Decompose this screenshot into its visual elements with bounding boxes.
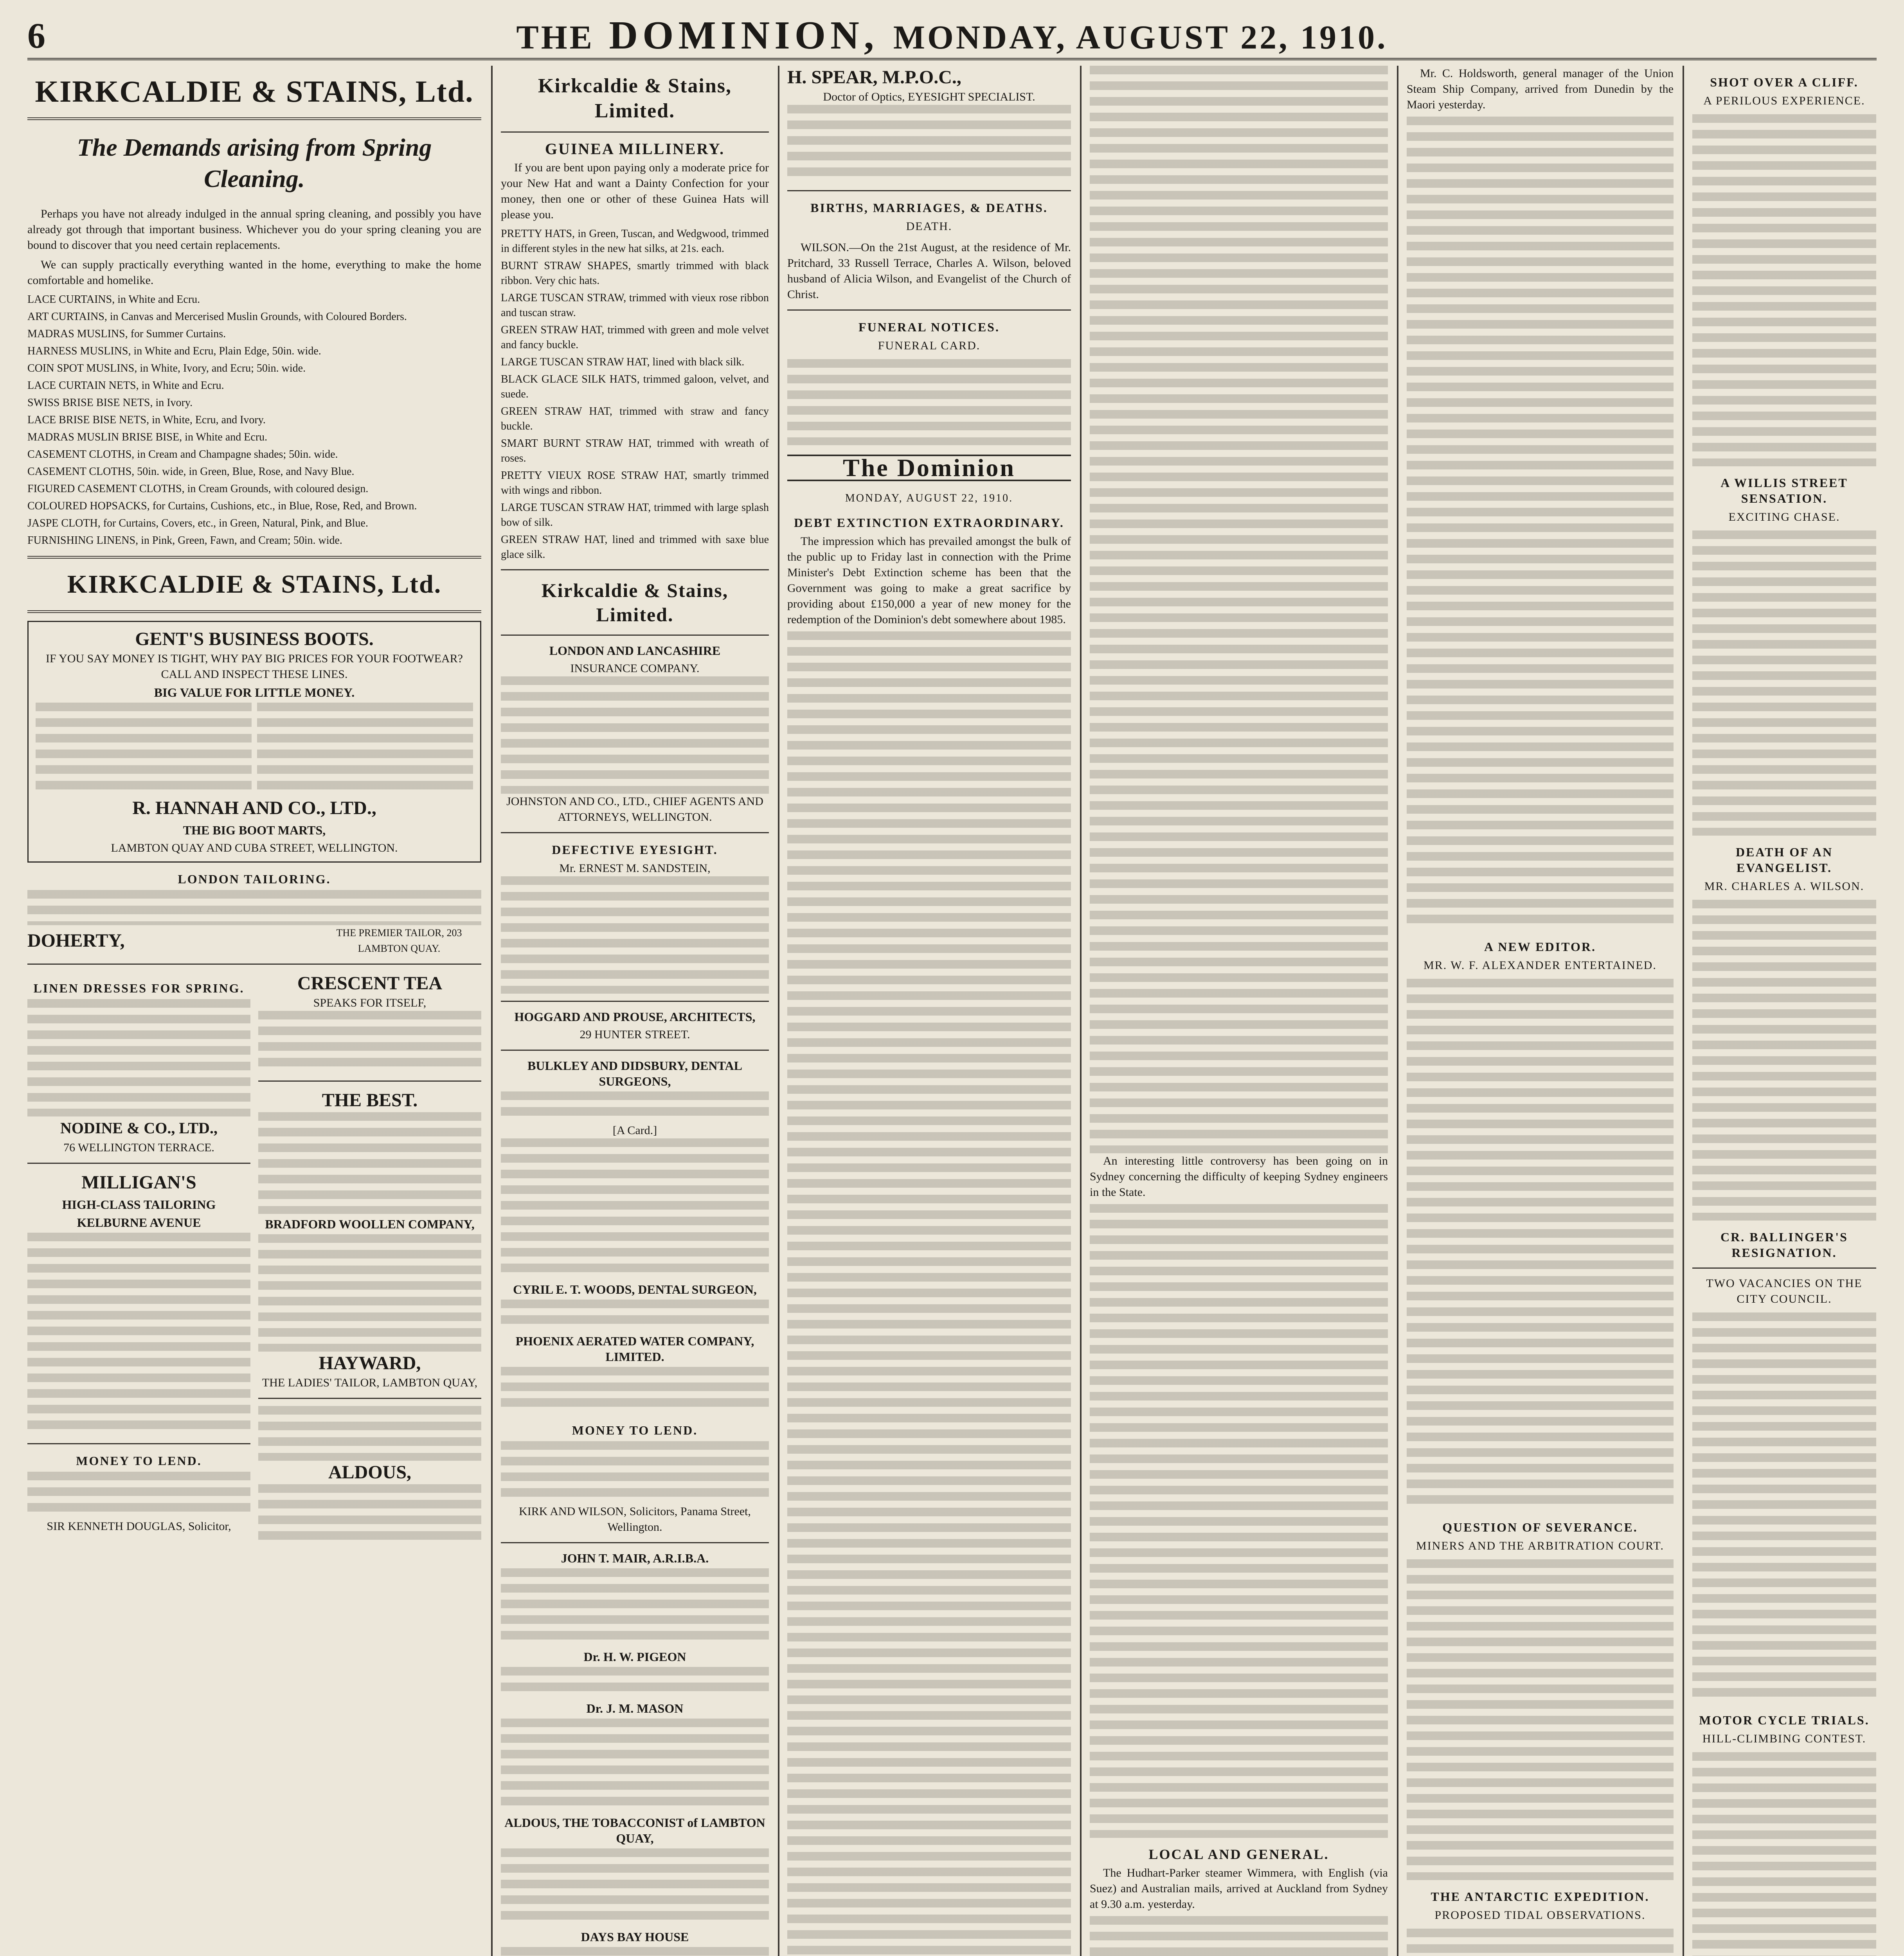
money-heading: MONEY TO LEND. xyxy=(76,1454,202,1468)
masthead xyxy=(27,7,1877,60)
column-6 xyxy=(1692,66,1876,1956)
price-item: FURNISHING LINENS, in Pink, Green, Fawn, and Cream; 50in. wide. xyxy=(27,534,342,547)
milligan-text xyxy=(27,1233,250,1436)
divider xyxy=(27,964,481,965)
price-item: COLOURED HOPSACKS, for Curtains, Cushions, etc., in Blue, Rose, Red, and Brown. xyxy=(27,500,417,512)
firm-heading: Kirkcaldie & Stains, Limited. xyxy=(538,75,732,122)
boots-list-right xyxy=(257,703,473,796)
guinea-intro: If you are bent upon paying only a moderate price for your New Hat and want a Dainty Confection for your money, then one or other of these Guinea Hats will please you. xyxy=(501,161,769,221)
aldous-name: ALDOUS, THE TOBACCONIST of LAMBTON QUAY, xyxy=(504,1816,765,1845)
price-item: CASEMENT CLOTHS, in Cream and Champagne shades; 50in. wide. xyxy=(27,448,338,460)
divider xyxy=(501,1001,769,1002)
price-item: MADRAS MUSLINS, for Summer Curtains. xyxy=(27,328,226,340)
motor-body xyxy=(1692,1752,1876,1956)
leader-continued xyxy=(1090,66,1388,1153)
divider xyxy=(27,1163,250,1164)
divider xyxy=(27,1443,250,1444)
phoenix-name: PHOENIX AERATED WATER COMPANY, LIMITED. xyxy=(515,1334,754,1364)
boots-title: GENT'S BUSINESS BOOTS. xyxy=(135,629,374,649)
motor-heading: MOTOR CYCLE TRIALS. xyxy=(1699,1713,1870,1727)
hayward-name: HAYWARD, xyxy=(319,1353,421,1374)
column-3 xyxy=(787,66,1071,1956)
column-rule xyxy=(491,66,493,1956)
lower-ads xyxy=(27,972,481,1547)
price-item: SWISS BRISE BISE NETS, in Ivory. xyxy=(27,397,193,409)
hat-item: GREEN STRAW HAT, trimmed with green and mole velvet and fancy buckle. xyxy=(501,324,769,351)
editor-body xyxy=(1407,979,1674,1511)
willis-heading: A WILLIS STREET SENSATION. xyxy=(1720,476,1848,505)
vacancies-heading: TWO VACANCIES ON THE CITY COUNCIL. xyxy=(1706,1277,1863,1305)
money-heading: MONEY TO LEND. xyxy=(572,1423,698,1437)
local-heading: LOCAL AND GENERAL. xyxy=(1148,1846,1329,1862)
bulkley-name: BULKLEY AND DIDSBURY, DENTAL SURGEONS, xyxy=(527,1059,742,1088)
divider xyxy=(1692,1267,1876,1269)
aldous-text xyxy=(501,1848,769,1927)
cliff-sub: A PERILOUS EXPERIENCE. xyxy=(1703,94,1865,107)
kirk-wilson: KIRK AND WILSON, Solicitors, Panama Street, Wellington. xyxy=(519,1505,751,1534)
mair-name: JOHN T. MAIR, A.R.I.B.A. xyxy=(561,1551,709,1565)
lower-ads-right xyxy=(258,972,481,1547)
hannah-name: R. HANNAH AND CO., LTD., xyxy=(132,798,376,818)
intro-body xyxy=(1407,117,1674,930)
column-rule xyxy=(1397,66,1398,1956)
column-2 xyxy=(501,66,769,1956)
phoenix-text xyxy=(501,1367,769,1414)
leader-body xyxy=(787,631,1071,1956)
price-item: LACE BRISE BISE NETS, in White, Ecru, and Ivory. xyxy=(27,414,266,426)
newspaper-title: THE DOMINION, MONDAY, AUGUST 22, 1910. xyxy=(516,13,1388,58)
divider xyxy=(501,635,769,636)
price-item: MADRAS MUSLIN BRISE BISE, in White and Ecru. xyxy=(27,431,268,443)
vacancies-body xyxy=(1692,1312,1876,1704)
crescent-sub: SPEAKS FOR ITSELF, xyxy=(313,996,427,1009)
banner-date: MONDAY, AUGUST 22, 1910. xyxy=(845,492,1013,504)
tailor-text xyxy=(27,890,481,925)
divider xyxy=(27,610,481,613)
prouse-address: 29 HUNTER STREET. xyxy=(579,1028,690,1041)
guinea-heading: GUINEA MILLINERY. xyxy=(545,140,725,158)
divider xyxy=(501,1542,769,1543)
hat-item: LARGE TUSCAN STRAW HAT, lined with black silk. xyxy=(501,356,745,368)
price-item: CASEMENT CLOTHS, 50in. wide, in Green, Blue, Rose, and Navy Blue. xyxy=(27,466,355,478)
hayward-sub: THE LADIES' TAILOR, LAMBTON QUAY, xyxy=(262,1376,478,1389)
mason-text xyxy=(501,1719,769,1812)
funeral-text xyxy=(787,359,1071,445)
price-item: ART CURTAINS, in Canvas and Mercerised Muslin Grounds, with Coloured Borders. xyxy=(27,311,407,323)
mair-text xyxy=(501,1568,769,1647)
hat-item: GREEN STRAW HAT, lined and trimmed with saxe blue glace silk. xyxy=(501,534,769,561)
insurance-agents: JOHNSTON AND CO., LTD., CHIEF AGENTS AND ATTORNEYS, WELLINGTON. xyxy=(506,795,763,823)
column-rule xyxy=(1080,66,1082,1956)
douglas-line: SIR KENNETH DOUGLAS, Solicitor, xyxy=(47,1520,231,1533)
antarctic-body xyxy=(1407,1929,1674,1956)
eyesight-text xyxy=(501,876,769,994)
divider xyxy=(787,190,1071,191)
mason-name: Dr. J. M. MASON xyxy=(586,1701,684,1715)
crescent-title: CRESCENT TEA xyxy=(297,973,443,994)
woods-name: CYRIL E. T. WOODS, DENTAL SURGEON, xyxy=(513,1282,757,1296)
woods-text xyxy=(501,1300,769,1331)
willis-body xyxy=(1692,530,1876,836)
nodine-heading: LINEN DRESSES FOR SPRING. xyxy=(33,981,245,995)
local-body xyxy=(1090,1916,1388,1956)
dominion-banner: The Dominion xyxy=(787,455,1071,481)
motor-sub: HILL-CLIMBING CONTEST. xyxy=(1702,1732,1866,1745)
best-title: THE BEST. xyxy=(322,1090,418,1111)
bradford-text xyxy=(258,1234,481,1352)
leader-heading: DEBT EXTINCTION EXTRAORDINARY. xyxy=(794,516,1064,530)
aside-paragraph: An interesting little controversy has been going on in Sydney concerning the difficulty of keeping Sydney engineers in the State. xyxy=(1090,1154,1388,1199)
divider xyxy=(258,1398,481,1399)
days-bay-name: DAYS BAY HOUSE xyxy=(581,1930,689,1944)
hat-item: GREEN STRAW HAT, trimmed with straw and fancy buckle. xyxy=(501,405,769,432)
local-paragraph: The Hudhart-Parker steamer Wimmera, with English (via Suez) and Australian mails, arrived at Auckland from Sydney at 9.30 a.m. yesterday. xyxy=(1090,1866,1388,1911)
willis-sub: EXCITING CHASE. xyxy=(1728,511,1840,523)
death-notice: WILSON.—On the 21st August, at the residence of Mr. Pritchard, 33 Russell Terrace, Charles A. Wilson, beloved husband of Alicia Wilson, and Evangelist of the Church of Christ. xyxy=(787,241,1071,301)
intro-paragraph: Perhaps you have not already indulged in the annual spring cleaning, and possibly you have already got through that important business. Whichever you do your spring cleaning you are bound to discover that you need certain replacements. xyxy=(27,207,481,252)
money-text xyxy=(27,1472,250,1519)
money-text xyxy=(501,1441,769,1504)
firm-heading: KIRKCALDIE & STAINS, Ltd. xyxy=(35,74,474,108)
hannah-sub: THE BIG BOOT MARTS, xyxy=(183,823,326,837)
eyesight-heading: DEFECTIVE EYESIGHT. xyxy=(552,843,718,857)
price-item: FIGURED CASEMENT CLOTHS, in Cream Grounds, with coloured design. xyxy=(27,483,369,495)
hat-item: PRETTY VIEUX ROSE STRAW HAT, smartly trimmed with wings and ribbon. xyxy=(501,469,769,496)
price-item: LACE CURTAINS, in White and Ecru. xyxy=(27,293,200,306)
price-item: LACE CURTAIN NETS, in White and Ecru. xyxy=(27,379,224,392)
pigeon-name: Dr. H. W. PIGEON xyxy=(583,1650,686,1664)
aside-body xyxy=(1090,1204,1388,1838)
kelburne-line: KELBURNE AVENUE xyxy=(77,1215,201,1230)
editor-sub: MR. W. F. ALEXANDER ENTERTAINED. xyxy=(1424,959,1657,972)
leader-paragraph: The impression which has prevailed amongst the bulk of the public up to Friday last in connection with the Prime Minister's Debt Extinction scheme has been that the Government was going to make a great sacrifice by providing about £150,000 a year of new money for the redemption of the Dominion's debt somewhere about 1985. xyxy=(787,535,1071,626)
column-5 xyxy=(1407,66,1674,1956)
cliff-heading: SHOT OVER A CLIFF. xyxy=(1710,75,1859,89)
pigeon-text xyxy=(501,1667,769,1698)
column-1 xyxy=(27,66,481,1956)
intro-paragraph: Mr. C. Holdsworth, general manager of the Union Steam Ship Company, arrived from Dunedin by the Maori yesterday. xyxy=(1407,67,1674,111)
divider xyxy=(501,1050,769,1051)
title-prefix: THE xyxy=(516,18,594,56)
boots-slogan: BIG VALUE FOR LITTLE MONEY. xyxy=(154,685,355,699)
milligan-sub: HIGH-CLASS TAILORING xyxy=(62,1197,216,1212)
antarctic-sub: PROPOSED TIDAL OBSERVATIONS. xyxy=(1434,1909,1646,1922)
tailor-address: THE PREMIER TAILOR, 203 LAMBTON QUAY. xyxy=(336,927,462,954)
hannah-address: LAMBTON QUAY AND CUBA STREET, WELLINGTON. xyxy=(111,841,398,854)
firm-footer: Kirkcaldie & Stains, Limited. xyxy=(541,579,729,626)
divider xyxy=(501,131,769,133)
date-line: MONDAY, AUGUST 22, 1910. xyxy=(893,18,1388,56)
hat-item: BLACK GLACE SILK HATS, trimmed galoon, velvet, and suede. xyxy=(501,373,769,400)
column-rule xyxy=(778,66,779,1956)
milligan-title: MILLIGAN'S xyxy=(81,1172,196,1193)
cliff-body xyxy=(1692,114,1876,466)
intro-paragraph: We can supply practically everything wanted in the home, everything to make the home comfortable and homelike. xyxy=(27,258,481,287)
births-heading: BIRTHS, MARRIAGES, & DEATHS. xyxy=(810,201,1048,215)
price-item: HARNESS MUSLINS, in White and Ecru, Plain Edge, 50in. wide. xyxy=(27,345,321,357)
crescent-text xyxy=(258,1011,481,1073)
funeral-heading: FUNERAL NOTICES. xyxy=(858,320,1000,334)
spear-name: H. SPEAR, M.P.O.C., xyxy=(787,67,961,88)
antarctic-heading: THE ANTARCTIC EXPEDITION. xyxy=(1431,1889,1650,1904)
insurance-title: LONDON AND LANCASHIRE xyxy=(549,644,721,658)
ballinger-heading: CR. BALLINGER'S RESIGNATION. xyxy=(1720,1230,1848,1260)
boots-line: IF YOU SAY MONEY IS TIGHT, WHY PAY BIG PRICES FOR YOUR FOOTWEAR? CALL AND INSPECT THESE LINES. xyxy=(46,652,463,681)
page-number: 6 xyxy=(27,16,45,56)
severance-body xyxy=(1407,1559,1674,1880)
hat-item: LARGE TUSCAN STRAW HAT, trimmed with large splash bow of silk. xyxy=(501,502,769,529)
bulkley-text xyxy=(501,1091,769,1123)
evangelist-body xyxy=(1692,900,1876,1221)
cards-text xyxy=(501,1138,769,1279)
divider xyxy=(27,117,481,120)
bradford-name: BRADFORD WOOLLEN COMPANY, xyxy=(265,1217,475,1231)
severance-sub: MINERS AND THE ARBITRATION COURT. xyxy=(1416,1539,1664,1552)
boots-list xyxy=(36,703,473,796)
evangelist-sub: MR. CHARLES A. WILSON. xyxy=(1704,880,1864,893)
hat-item: BURNT STRAW SHAPES, smartly trimmed with black ribbon. Very chic hats. xyxy=(501,260,769,287)
section-title: The Demands arising from Spring Cleaning. xyxy=(77,133,432,192)
cigar-text xyxy=(258,1406,481,1461)
hat-item: PRETTY HATS, in Green, Tuscan, and Wedgwood, trimmed in different styles in the new hat silks, at 21s. each. xyxy=(501,228,769,255)
spear-sub: Doctor of Optics, EYESIGHT SPECIALIST. xyxy=(823,90,1035,103)
nodine-text xyxy=(27,999,250,1116)
price-item: COIN SPOT MUSLINS, in White, Ivory, and Ecru; 50in. wide. xyxy=(27,362,306,374)
card-label: [A Card.] xyxy=(612,1124,657,1137)
hat-item: LARGE TUSCAN STRAW, trimmed with vieux rose ribbon and tuscan straw. xyxy=(501,292,769,319)
severance-heading: QUESTION OF SEVERANCE. xyxy=(1442,1520,1638,1534)
tailor-row xyxy=(27,925,481,956)
firm-footer: KIRKCALDIE & STAINS, Ltd. xyxy=(67,570,442,599)
evangelist-heading: DEATH OF AN EVANGELIST. xyxy=(1735,845,1833,875)
funeral-card: FUNERAL CARD. xyxy=(878,339,981,352)
days-bay-text xyxy=(501,1947,769,1956)
insurance-sub: INSURANCE COMPANY. xyxy=(570,662,700,675)
tailor-heading: LONDON TAILORING. xyxy=(178,872,331,886)
nodine-name: NODINE & CO., LTD., xyxy=(60,1119,218,1137)
eyesight-name: Mr. ERNEST M. SANDSTEIN, xyxy=(559,862,711,875)
divider xyxy=(787,309,1071,311)
hat-item: SMART BURNT STRAW HAT, trimmed with wreath of roses. xyxy=(501,437,769,464)
death-heading: DEATH. xyxy=(906,220,952,233)
insurance-text xyxy=(501,676,769,794)
lower-ads-left xyxy=(27,972,250,1547)
boots-list-left xyxy=(36,703,252,796)
nodine-address: 76 WELLINGTON TERRACE. xyxy=(63,1141,214,1154)
best-text xyxy=(258,1112,481,1214)
aldous-text xyxy=(258,1484,481,1547)
divider xyxy=(501,832,769,833)
divider xyxy=(501,569,769,570)
prouse-name: HOGGARD AND PROUSE, ARCHITECTS, xyxy=(514,1010,756,1024)
price-item: JASPE CLOTH, for Curtains, Covers, etc., in Green, Natural, Pink, and Blue. xyxy=(27,517,368,529)
tailor-name: DOHERTY, xyxy=(27,930,125,951)
title-main: DOMINION xyxy=(609,13,864,58)
divider xyxy=(27,556,481,559)
column-4 xyxy=(1090,66,1388,1956)
editor-heading: A NEW EDITOR. xyxy=(1484,940,1596,954)
column-rule xyxy=(1683,66,1684,1956)
boots-advert xyxy=(27,621,481,863)
spear-text xyxy=(787,105,1071,183)
divider xyxy=(258,1080,481,1082)
aldous-name: ALDOUS, xyxy=(328,1462,412,1483)
